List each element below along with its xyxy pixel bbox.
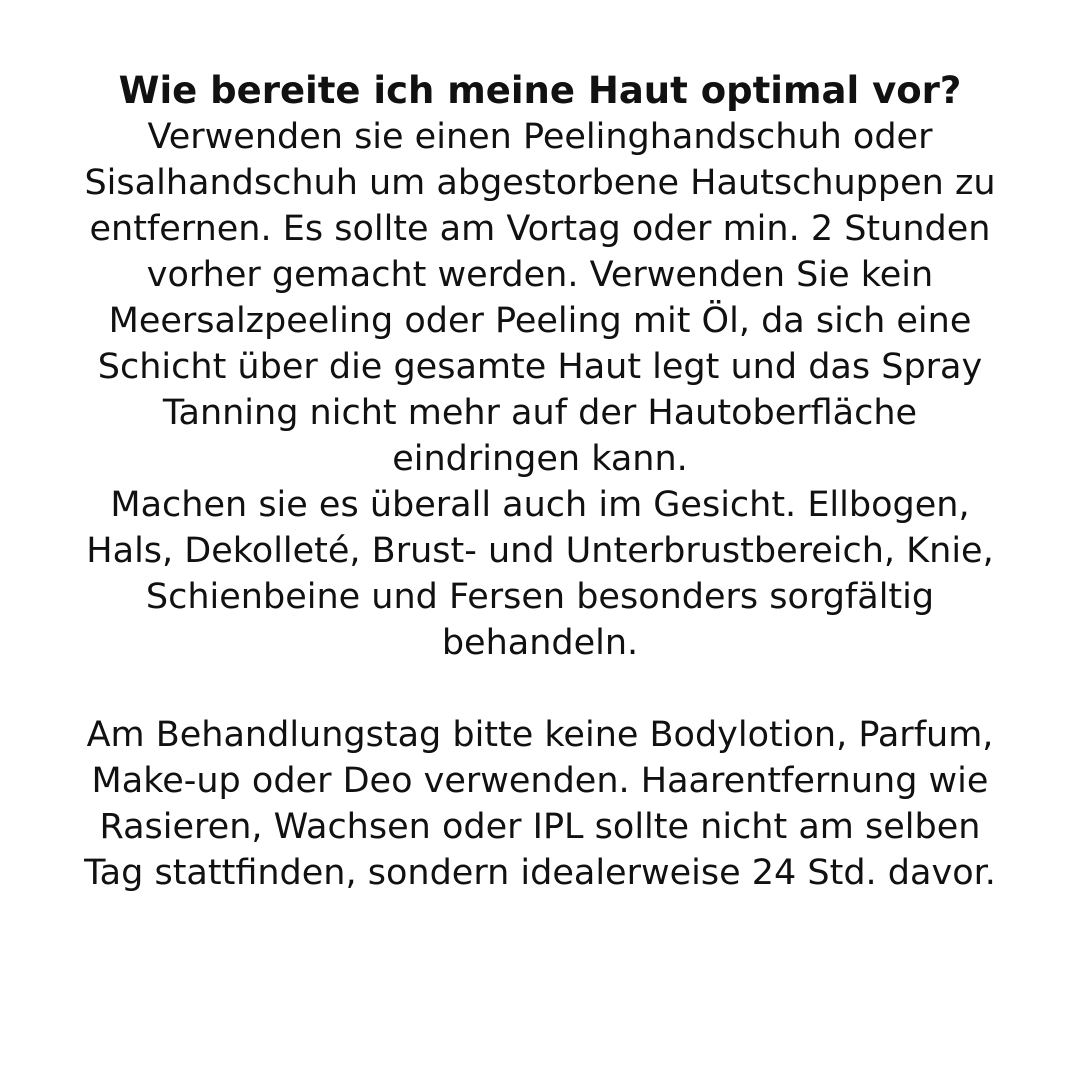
paragraph-spacer	[70, 666, 1010, 712]
paragraph-body-areas: Machen sie es überall auch im Gesicht. Ellbogen, Hals, Dekolleté, Brust- und Unterbrustbereich, Knie, Schienbeine und Fersen besonders sorgfältig behandeln.	[86, 485, 994, 663]
paragraph-skin-preparation: Verwenden sie einen Peelinghandschuh oder Sisalhandschuh um abgestorbene Hautschuppen zu entfernen. Es sollte am Vortag oder min. 2 Stunden vorher gemacht werden. Verwenden Sie kein Meersalzpeeling oder Peeling mit Öl, da sich eine Schicht über die gesamte Haut legt und das Spray Tanning nicht mehr auf der Hautoberfläche eindringen kann.	[84, 117, 996, 479]
page-title: Wie bereite ich meine Haut optimal vor?	[118, 69, 962, 112]
info-card	[70, 68, 1010, 896]
paragraph-treatment-day: Am Behandlungstag bitte keine Bodylotion, Parfum, Make-up oder Deo verwenden. Haarentfernung wie Rasieren, Wachsen oder IPL sollte nicht am selben Tag stattfinden, sondern idealerweise 24 Std. davor.	[84, 715, 996, 893]
